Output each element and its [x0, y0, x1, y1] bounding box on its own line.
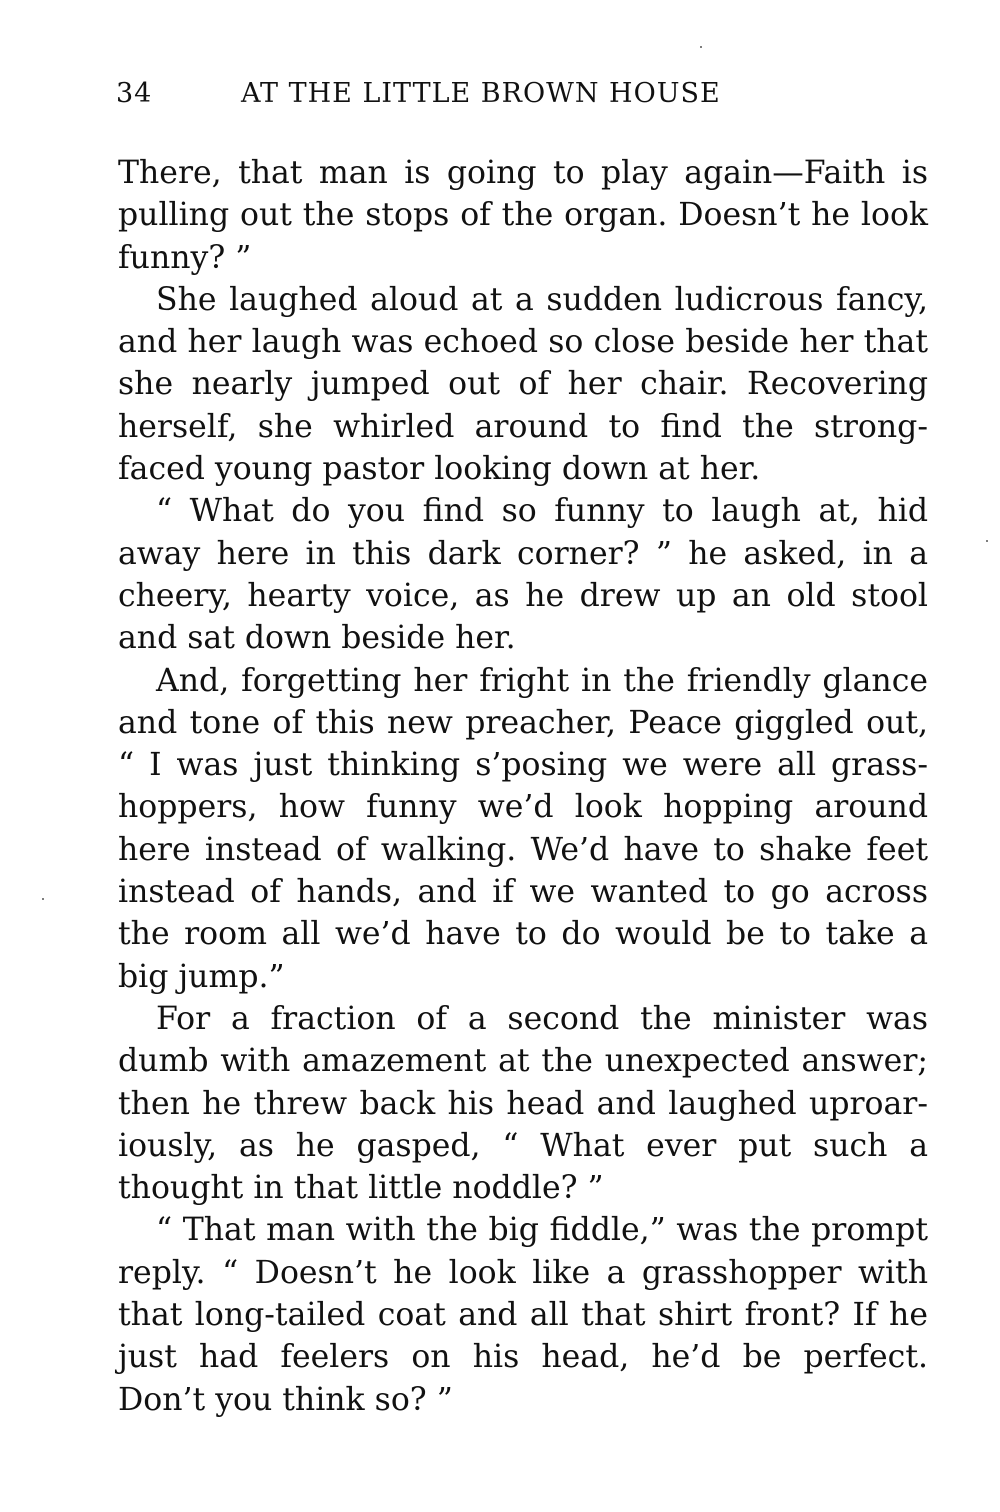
paragraph-2: She laughed aloud at a sudden ludicrous fancy, and her laugh was echoed so close beside her that she nearly jumped out of her chair. Recovering herself, she whirled around to find the strong-faced young pastor looking down at her. — [118, 281, 928, 488]
page-header — [116, 78, 806, 122]
paragraph-1: There, that man is going to play again—Faith is pulling out the stops of the organ. Doesn’t he look funny? ” — [118, 155, 928, 276]
paragraph-5: For a fraction of a second the minister was dumb with amazement at the unexpected answer; then he threw back his head and laughed uproar-iously, as he gasped, “ What ever put such a thought in that little noddle? ” — [118, 1000, 928, 1207]
body-text — [118, 152, 928, 1421]
paper-speck — [700, 46, 702, 48]
running-title: AT THE LITTLE BROWN HOUSE — [241, 78, 721, 109]
paper-speck — [42, 898, 44, 900]
page-number: 34 — [116, 78, 153, 109]
paragraph-4: And, forgetting her fright in the friendly glance and tone of this new preacher, Peace giggled out, “ I was just thinking s’posing we were all grass-hoppers, how funny we’d look hopping around here instead of walking. We’d have to shake feet instead of hands, and if we wanted to go across the room all we’d have to do would be to take a big jump.” — [118, 662, 928, 995]
paragraph-3: “ What do you find so funny to laugh at, hid away here in this dark corner? ” he asked, in a cheery, hearty voice, as he drew up an old stool and sat down beside her. — [118, 493, 928, 657]
paragraph-6: “ That man with the big fiddle,” was the prompt reply. “ Doesn’t he look like a grasshopper with that long-tailed coat and all that shirt front? If he just had feelers on his head, he’d be perfect. Don’t you think so? ” — [118, 1212, 928, 1418]
paper-speck — [986, 540, 988, 542]
